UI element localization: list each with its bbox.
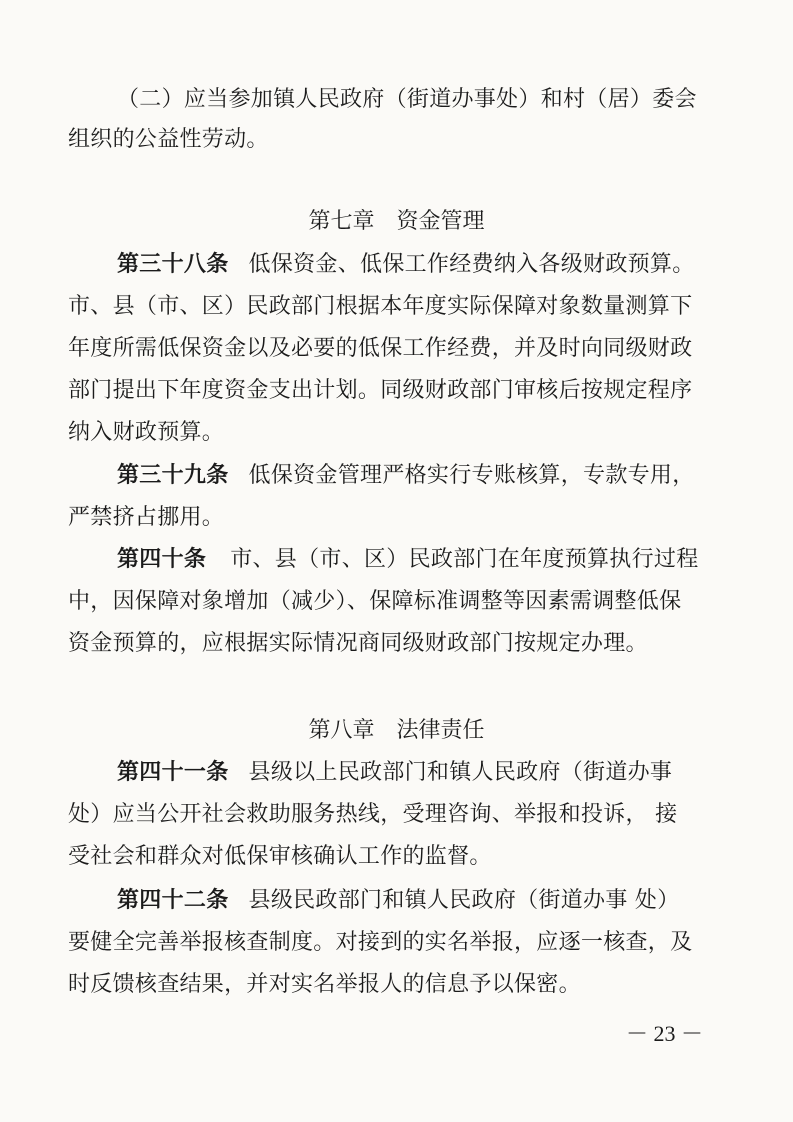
article-38-label: 第三十八条 xyxy=(117,252,229,277)
article-39-label: 第三十九条 xyxy=(117,463,229,488)
article-41-label: 第四十一条 xyxy=(117,760,229,785)
item-2-line-1: （二）应当参加镇人民政府（街道办事处）和村（居）委会 xyxy=(117,87,697,112)
chapter-7-heading xyxy=(0,206,793,238)
chapter-8-number: 第八章 xyxy=(308,718,375,743)
article-38-line-5: 纳入财政预算。 xyxy=(68,420,225,445)
article-40-label: 第四十条 xyxy=(117,547,207,572)
item-2-line-2: 组织的公益性劳动。 xyxy=(68,127,269,152)
article-42-line-3: 时反馈核查结果，并对实名举报人的信息予以保密。 xyxy=(68,972,581,997)
article-41-line-2: 处）应当公开社会救助服务热线，受理咨询、举报和投诉， 接 xyxy=(68,802,678,827)
article-39-line-2: 严禁挤占挪用。 xyxy=(68,505,225,530)
chapter-8-heading xyxy=(0,715,793,747)
article-40-line-3: 资金预算的，应根据实际情况商同级财政部门按规定办理。 xyxy=(68,631,648,656)
article-39-text-1: 低保资金管理严格实行专账核算，专款专用， xyxy=(248,463,695,488)
article-42-label: 第四十二条 xyxy=(117,888,229,913)
article-42-line-1 xyxy=(117,885,680,917)
article-38-text-1: 低保资金、低保工作经费纳入各级财政预算。 xyxy=(248,252,695,277)
article-41-line-3: 受社会和群众对低保审核确认工作的监督。 xyxy=(68,844,492,869)
article-38-line-2: 市、县（市、区）民政部门根据本年度实际保障对象数量测算下 xyxy=(68,294,693,319)
article-40-text-1: 市、县（市、区）民政部门在年度预算执行过程 xyxy=(230,547,699,572)
article-39-line-1 xyxy=(117,460,695,492)
chapter-8-title: 法律责任 xyxy=(396,718,485,743)
chapter-7-number: 第七章 xyxy=(308,209,375,234)
article-42-line-2: 要健全完善举报核查制度。对接到的实名举报，应逐一核查，及 xyxy=(68,930,693,955)
article-41-text-1: 县级以上民政部门和镇人民政府（街道办事 xyxy=(248,760,673,785)
article-38-line-3: 年度所需低保资金以及必要的低保工作经费，并及时向同级财政 xyxy=(68,336,693,361)
article-38-line-4: 部门提出下年度资金支出计划。同级财政部门审核后按规定程序 xyxy=(68,378,693,403)
article-38-line-1 xyxy=(117,249,695,281)
page-number: － 23 － xyxy=(626,1021,704,1046)
chapter-7-title: 资金管理 xyxy=(396,209,485,234)
article-40-line-1 xyxy=(117,544,699,576)
article-41-line-1 xyxy=(117,757,672,789)
article-42-text-1: 县级民政部门和镇人民政府（街道办事 处） xyxy=(248,888,680,913)
article-40-line-2: 中，因保障对象增加（减少）、保障标准调整等因素需调整低保 xyxy=(68,589,682,614)
